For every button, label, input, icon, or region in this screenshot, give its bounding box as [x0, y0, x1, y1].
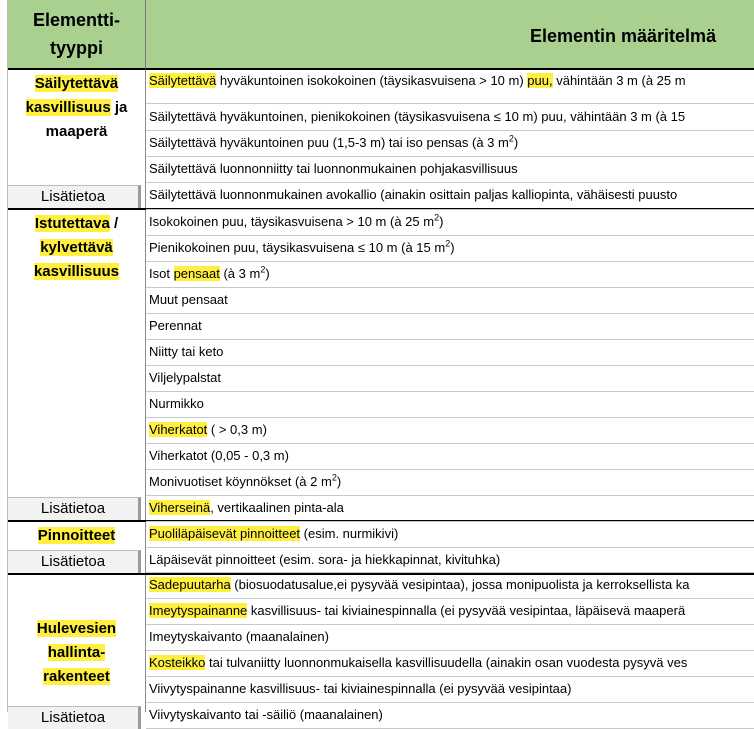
highlighted-text: Kosteikko — [149, 655, 206, 670]
row-text: ) — [336, 474, 342, 489]
table-row[interactable] — [146, 392, 754, 418]
table-row[interactable] — [146, 470, 754, 496]
row-text: ) — [439, 214, 444, 229]
table-row[interactable] — [146, 677, 754, 703]
superscript: 2 — [508, 133, 514, 144]
row-text: tai tulvaniitty luonnonmukaisella kasvillisuudella (ainakin osan vuodesta pysyvä ves — [205, 655, 688, 670]
plain-text: maaperä — [45, 123, 108, 140]
table-row[interactable] — [146, 314, 754, 340]
superscript: 2 — [331, 472, 337, 483]
group-label-line — [35, 72, 118, 96]
table-row[interactable] — [146, 157, 754, 183]
row-text: ) — [513, 135, 519, 150]
row-text: Viivytyspainanne kasvillisuus- tai kiviainespinnalla (ei pysyvää vesipintaa) — [149, 681, 572, 696]
group-label-line — [46, 120, 108, 144]
highlighted-text: Viherseinä — [149, 500, 211, 515]
highlighted-text: kasvillisuus — [25, 99, 111, 116]
row-text: ) — [265, 266, 270, 281]
highlighted-text: Pinnoitteet — [37, 527, 116, 544]
row-text: Monivuotiset köynnökset (à 2 m — [149, 474, 332, 489]
lisatietoa-cell-1[interactable]: Lisätietoa — [8, 185, 141, 208]
table-row[interactable] — [146, 236, 754, 262]
row-text: Pienikokoinen puu, täysikasvuisena ≤ 10 m (à 15 m — [149, 240, 446, 255]
group-label-line — [35, 212, 118, 236]
row-text: Isot — [149, 266, 174, 281]
row-text: vähintään 3 m (à 25 m — [552, 73, 686, 88]
row-text: kasvillisuus- tai kiviainespinnalla (ei pysyvää vesipintaa, läpäisevä maaperä — [247, 603, 686, 618]
row-text: (à 3 m — [219, 266, 261, 281]
group-label-line — [40, 236, 113, 260]
table-row[interactable] — [146, 340, 754, 366]
plain-text: / — [109, 215, 119, 232]
highlighted-text: pensaat — [173, 266, 220, 281]
table-row[interactable] — [146, 651, 754, 677]
group-label-line — [43, 665, 110, 689]
table-row[interactable] — [146, 131, 754, 157]
highlighted-text: rakenteet — [43, 668, 110, 685]
highlighted-text: Säilytettävä — [34, 75, 119, 92]
table-row[interactable] — [146, 418, 754, 444]
highlighted-text: Puoliläpäisevät pinnoitteet — [149, 526, 301, 541]
table-row[interactable] — [146, 288, 754, 314]
group-label-line — [34, 260, 119, 284]
table-row[interactable] — [146, 210, 754, 236]
superscript: 2 — [434, 212, 440, 223]
header-type-line2: tyyppi — [49, 38, 103, 58]
header-definition[interactable] — [146, 0, 754, 70]
table-row[interactable] — [146, 625, 754, 651]
row-text: Viherkatot (0,05 - 0,3 m) — [149, 448, 289, 463]
group-pinnoitteet[interactable] — [8, 524, 145, 548]
table-row[interactable] — [146, 444, 754, 470]
superscript: 2 — [260, 264, 266, 275]
row-text: hyväkuntoinen isokokoinen (täysikasvuisena > 10 m) — [216, 73, 528, 88]
row-text: (esim. nurmikivi) — [300, 526, 399, 541]
row-text: Imeytyskaivanto (maanalainen) — [149, 629, 329, 644]
highlighted-text: Istutettava — [34, 215, 110, 232]
group-hulevesien[interactable] — [8, 617, 145, 689]
row-text: Säilytettävä hyväkuntoinen puu (1,5-3 m) tai iso pensas (à 3 m — [149, 135, 509, 150]
table-row[interactable] — [146, 548, 754, 573]
highlighted-text: Hulevesien — [36, 620, 117, 637]
plain-text: ja — [110, 99, 128, 116]
highlighted-text: Säilytettävä — [149, 73, 217, 88]
group-sailytettava[interactable] — [8, 72, 145, 144]
row-text: Muut pensaat — [149, 292, 228, 307]
superscript: 2 — [445, 238, 451, 249]
row-text: Niitty tai keto — [149, 344, 224, 359]
header-element-type[interactable] — [8, 0, 146, 70]
table-row[interactable] — [146, 105, 754, 131]
group-label-line — [38, 524, 116, 548]
highlighted-text: kasvillisuus — [33, 263, 120, 280]
header-type-line1: Elementti- — [32, 10, 120, 30]
lisatietoa-cell-3[interactable]: Lisätietoa — [8, 550, 141, 573]
table-row[interactable] — [146, 599, 754, 625]
table-row[interactable] — [146, 573, 754, 599]
row-text: Säilytettävä luonnonniitty tai luonnonmukainen pohjakasvillisuus — [149, 161, 518, 176]
header-definition-label: Elementin määritelmä — [530, 26, 717, 46]
table-row[interactable] — [146, 70, 754, 104]
row-text: ( > 0,3 m) — [207, 422, 267, 437]
row-text: Säilytettävä hyväkuntoinen, pienikokoinen (täysikasvuisena ≤ 10 m) puu, vähintään 3 m (à 15 — [149, 109, 686, 124]
group-istutettava[interactable] — [8, 212, 145, 284]
lisatietoa-cell-2[interactable]: Lisätietoa — [8, 497, 141, 520]
group-label-line — [48, 641, 106, 665]
group-label-line — [37, 617, 116, 641]
highlighted-text: hallinta- — [47, 644, 106, 661]
table-row[interactable] — [146, 366, 754, 392]
highlighted-text: puu, — [527, 73, 553, 88]
highlighted-text: Sadepuutarha — [149, 577, 231, 592]
row-text: ) — [450, 240, 455, 255]
table-row[interactable] — [146, 183, 754, 210]
row-text: Viivytyskaivanto tai -säiliö (maanalainen) — [149, 707, 383, 722]
table-row[interactable] — [146, 496, 754, 522]
highlighted-text: Viherkatot — [149, 422, 208, 437]
table-row[interactable] — [146, 522, 754, 548]
group-label-line — [26, 96, 128, 120]
row-text: Nurmikko — [149, 396, 204, 411]
highlighted-text: Imeytyspainanne — [149, 603, 248, 618]
row-text: , vertikaalinen pinta-ala — [210, 500, 344, 515]
highlighted-text: kylvettävä — [40, 239, 113, 256]
table-row[interactable] — [146, 262, 754, 288]
row-text: (biosuodatusalue,ei pysyvää vesipintaa), jossa monipuolista ja kerroksellista ka — [230, 577, 690, 592]
lisatietoa-cell-4[interactable]: Lisätietoa — [8, 706, 141, 729]
row-text: Perennat — [149, 318, 202, 333]
table-row[interactable] — [146, 703, 754, 729]
row-text: Viljelypalstat — [149, 370, 222, 385]
row-text: Läpäisevät pinnoitteet (esim. sora- ja hiekkapinnat, kivituhka) — [149, 552, 501, 567]
row-text: Säilytettävä luonnonmukainen avokallio (ainakin osittain paljas kalliopinta, vähäisesti puusto — [149, 187, 678, 202]
row-text: Isokokoinen puu, täysikasvuisena > 10 m (à 25 m — [149, 214, 435, 229]
